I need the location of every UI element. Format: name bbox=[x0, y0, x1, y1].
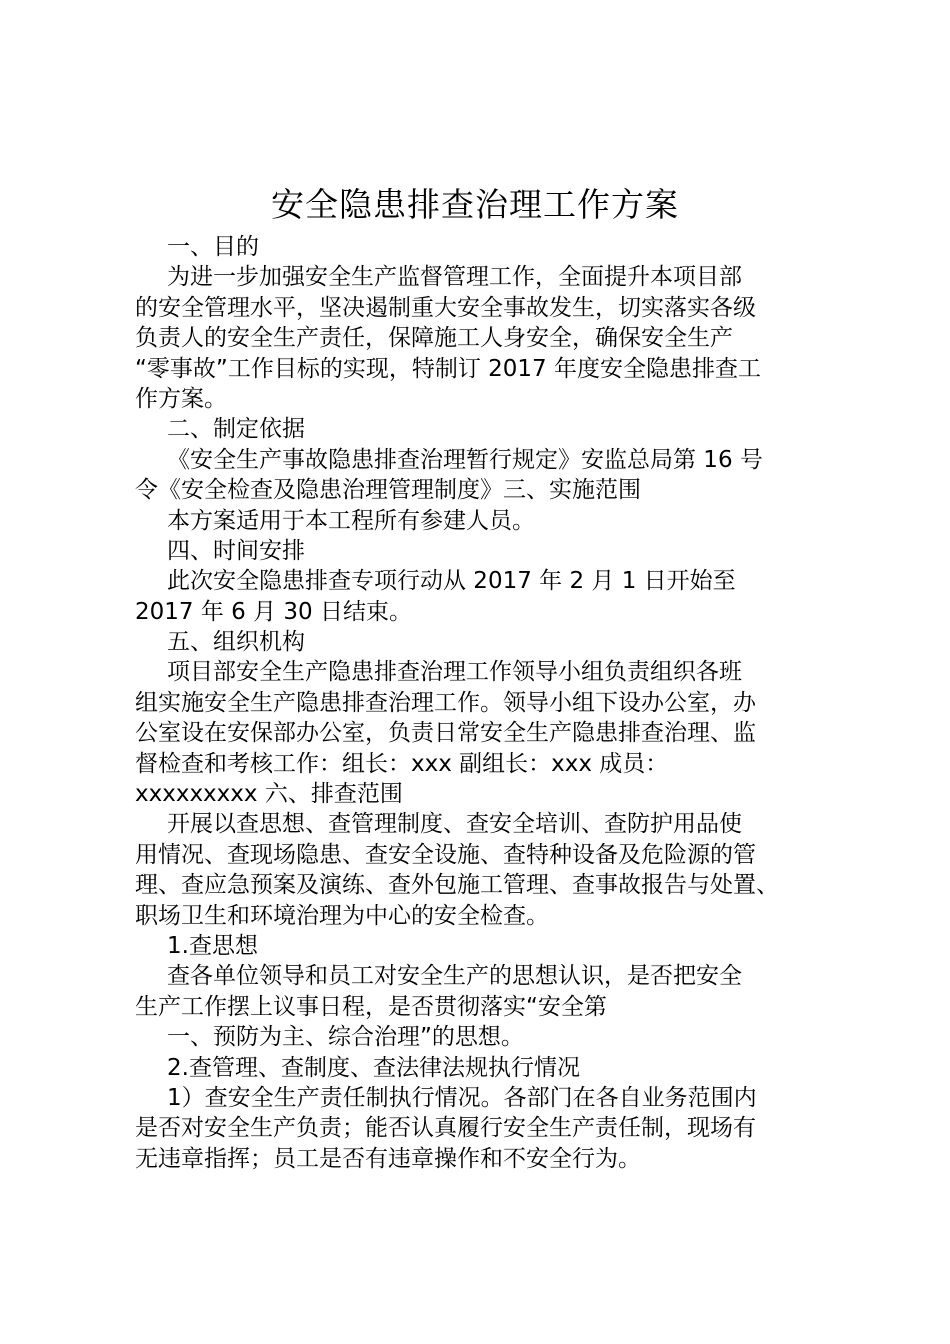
text-line: 职场卫生和环境治理为中心的安全检查。 bbox=[135, 902, 549, 929]
text-line: 督检查和考核工作：组长：xxx 副组长：xxx 成员： bbox=[135, 750, 669, 777]
text-line: 一、目的 bbox=[167, 234, 259, 260]
text-line: 2.查管理、查制度、查法律法规执行情况 bbox=[167, 1054, 580, 1081]
text-line: 此次安全隐患排查专项行动从 2017 年 2 月 1 日开始至 bbox=[167, 568, 736, 595]
text-line: 五、组织机构 bbox=[167, 629, 305, 656]
text-line: 理、查应急预案及演练、查外包施工管理、查事故报告与处置、 bbox=[135, 872, 779, 899]
text-line: 公室设在安保部办公室，负责日常安全生产隐患排查治理、监 bbox=[135, 720, 756, 747]
text-line: 是否对安全生产负责；能否认真履行安全生产责任制，现场有 bbox=[135, 1115, 756, 1142]
document-body bbox=[135, 232, 835, 1174]
text-line: 无违章指挥；员工是否有违章操作和不安全行为。 bbox=[135, 1145, 641, 1172]
text-line: 负责人的安全生产责任，保障施工人身安全，确保安全生产 bbox=[135, 325, 733, 352]
text-line: 项目部安全生产隐患排查治理工作领导小组负责组织各班 bbox=[167, 659, 742, 686]
text-line: 开展以查思想、查管理制度、查安全培训、查防护用品使 bbox=[167, 811, 742, 838]
text-line: “零事故”工作目标的实现，特制订 2017 年度安全隐患排查工 bbox=[135, 355, 761, 382]
text-line: 《安全生产事故隐患排查治理暂行规定》安监总局第 16 号 bbox=[167, 446, 763, 473]
text-line: 二、制定依据 bbox=[167, 416, 305, 443]
text-line: 一、预防为主、综合治理”的思想。 bbox=[167, 1024, 524, 1051]
text-line: 组实施安全生产隐患排查治理工作。领导小组下设办公室，办 bbox=[135, 689, 756, 716]
text-line: 2017 年 6 月 30 日结束。 bbox=[135, 598, 412, 625]
text-line: 1）查安全生产责任制执行情况。各部门在各自业务范围内 bbox=[167, 1084, 757, 1111]
text-line: 生产工作摆上议事日程，是否贯彻落实“安全第 bbox=[135, 993, 607, 1020]
text-line: 用情况、查现场隐患、查安全设施、查特种设备及危险源的管 bbox=[135, 841, 756, 868]
text-line: 查各单位领导和员工对安全生产的思想认识，是否把安全 bbox=[167, 963, 742, 990]
text-line: xxxxxxxxx 六、排查范围 bbox=[135, 781, 403, 808]
text-line: 作方案。 bbox=[135, 385, 227, 412]
text-line: 本方案适用于本工程所有参建人员。 bbox=[167, 507, 535, 534]
document-title: 安全隐患排查治理工作方案 bbox=[271, 185, 679, 224]
text-line: 令《安全检查及隐患治理管理制度》三、实施范围 bbox=[135, 477, 641, 504]
text-line: 四、时间安排 bbox=[167, 537, 305, 564]
text-line: 1.查思想 bbox=[167, 932, 258, 959]
text-line: 的安全管理水平，坚决遏制重大安全事故发生，切实落实各级 bbox=[135, 294, 756, 321]
text-line: 为进一步加强安全生产监督管理工作，全面提升本项目部 bbox=[167, 264, 742, 291]
